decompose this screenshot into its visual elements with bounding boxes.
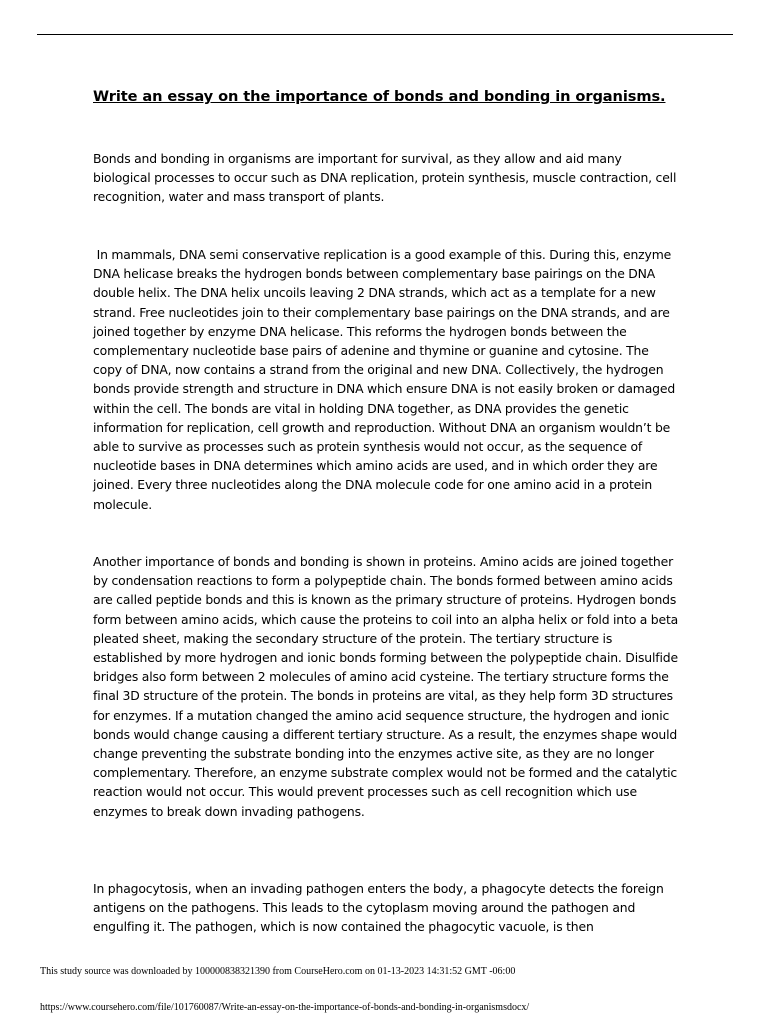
header-divider bbox=[37, 34, 733, 35]
paragraph-protein-structure: Another importance of bonds and bonding is shown in proteins. Amino acids are joined together by condensation reactions to form a polypeptide chain. The bonds formed between amino acids are called peptide bonds and this is known as the primary structure of proteins. Hydrogen bonds form between amino acids, which cause the proteins to coil into an alpha helix or fold into a beta pleated sheet, making the secondary structure of the protein. The tertiary structure is established by more hydrogen and ionic bonds forming between the polypeptide chain. Disulfide bridges also form between 2 molecules of amino acid cysteine. The tertiary structure forms the final 3D structure of the protein. The bonds in proteins are vital, as they help form 3D structures for enzymes. If a mutation changed the amino acid sequence structure, the hydrogen and ionic bonds would change causing a different tertiary structure. As a result, the enzymes shape would change preventing the substrate bonding into the enzymes active site, as they are no longer complementary. Therefore, an enzyme substrate complex would not be formed and the catalytic reaction would not occur. This would prevent processes such as cell recognition which use enzymes to break down invading pathogens. bbox=[93, 554, 679, 819]
paragraph-introduction: Bonds and bonding in organisms are important for survival, as they allow and aid many biological processes to occur such as DNA replication, protein synthesis, muscle contraction, cell recognition, water and mass transport of plants. bbox=[93, 151, 677, 205]
paragraph-phagocytosis: In phagocytosis, when an invading pathogen enters the body, a phagocyte detects the foreign antigens on the pathogens. This leads to the cytoplasm moving around the pathogen and engulfing it. The pathogen, which is now contained the phagocytic vacuole, is then bbox=[93, 881, 664, 935]
download-source-note: This study source was downloaded by 100000838321390 from CourseHero.com on 01-13-2023 14:31:52 GMT -06:00 bbox=[40, 966, 516, 977]
source-url[interactable]: https://www.coursehero.com/file/101760087/Write-an-essay-on-the-importance-of-bonds-and-bonding-in-organismsdocx/ bbox=[40, 1002, 530, 1013]
essay-title: Write an essay on the importance of bonds and bonding in organisms. bbox=[93, 88, 666, 105]
paragraph-dna-replication: In mammals, DNA semi conservative replication is a good example of this. During this, enzyme DNA helicase breaks the hydrogen bonds between complementary base pairings on the DNA double helix. The DNA helix uncoils leaving 2 DNA strands, which act as a template for a new strand. Free nucleotides join to their complementary base pairings on the DNA strands, and are joined together by enzyme DNA helicase. This reforms the hydrogen bonds between the complementary nucleotide base pairs of adenine and thymine or guanine and cytosine. The copy of DNA, now contains a strand from the original and new DNA. Collectively, the hydrogen bonds provide strength and structure in DNA which ensure DNA is not easily broken or damaged within the cell. The bonds are vital in holding DNA together, as DNA provides the genetic information for replication, cell growth and reproduction. Without DNA an organism wouldn’t be able to survive as processes such as protein synthesis would not occur, as the sequence of nucleotide bases in DNA determines which amino acids are used, and in which order they are joined. Every three nucleotides along the DNA molecule code for one amino acid in a protein molecule. bbox=[93, 247, 676, 512]
